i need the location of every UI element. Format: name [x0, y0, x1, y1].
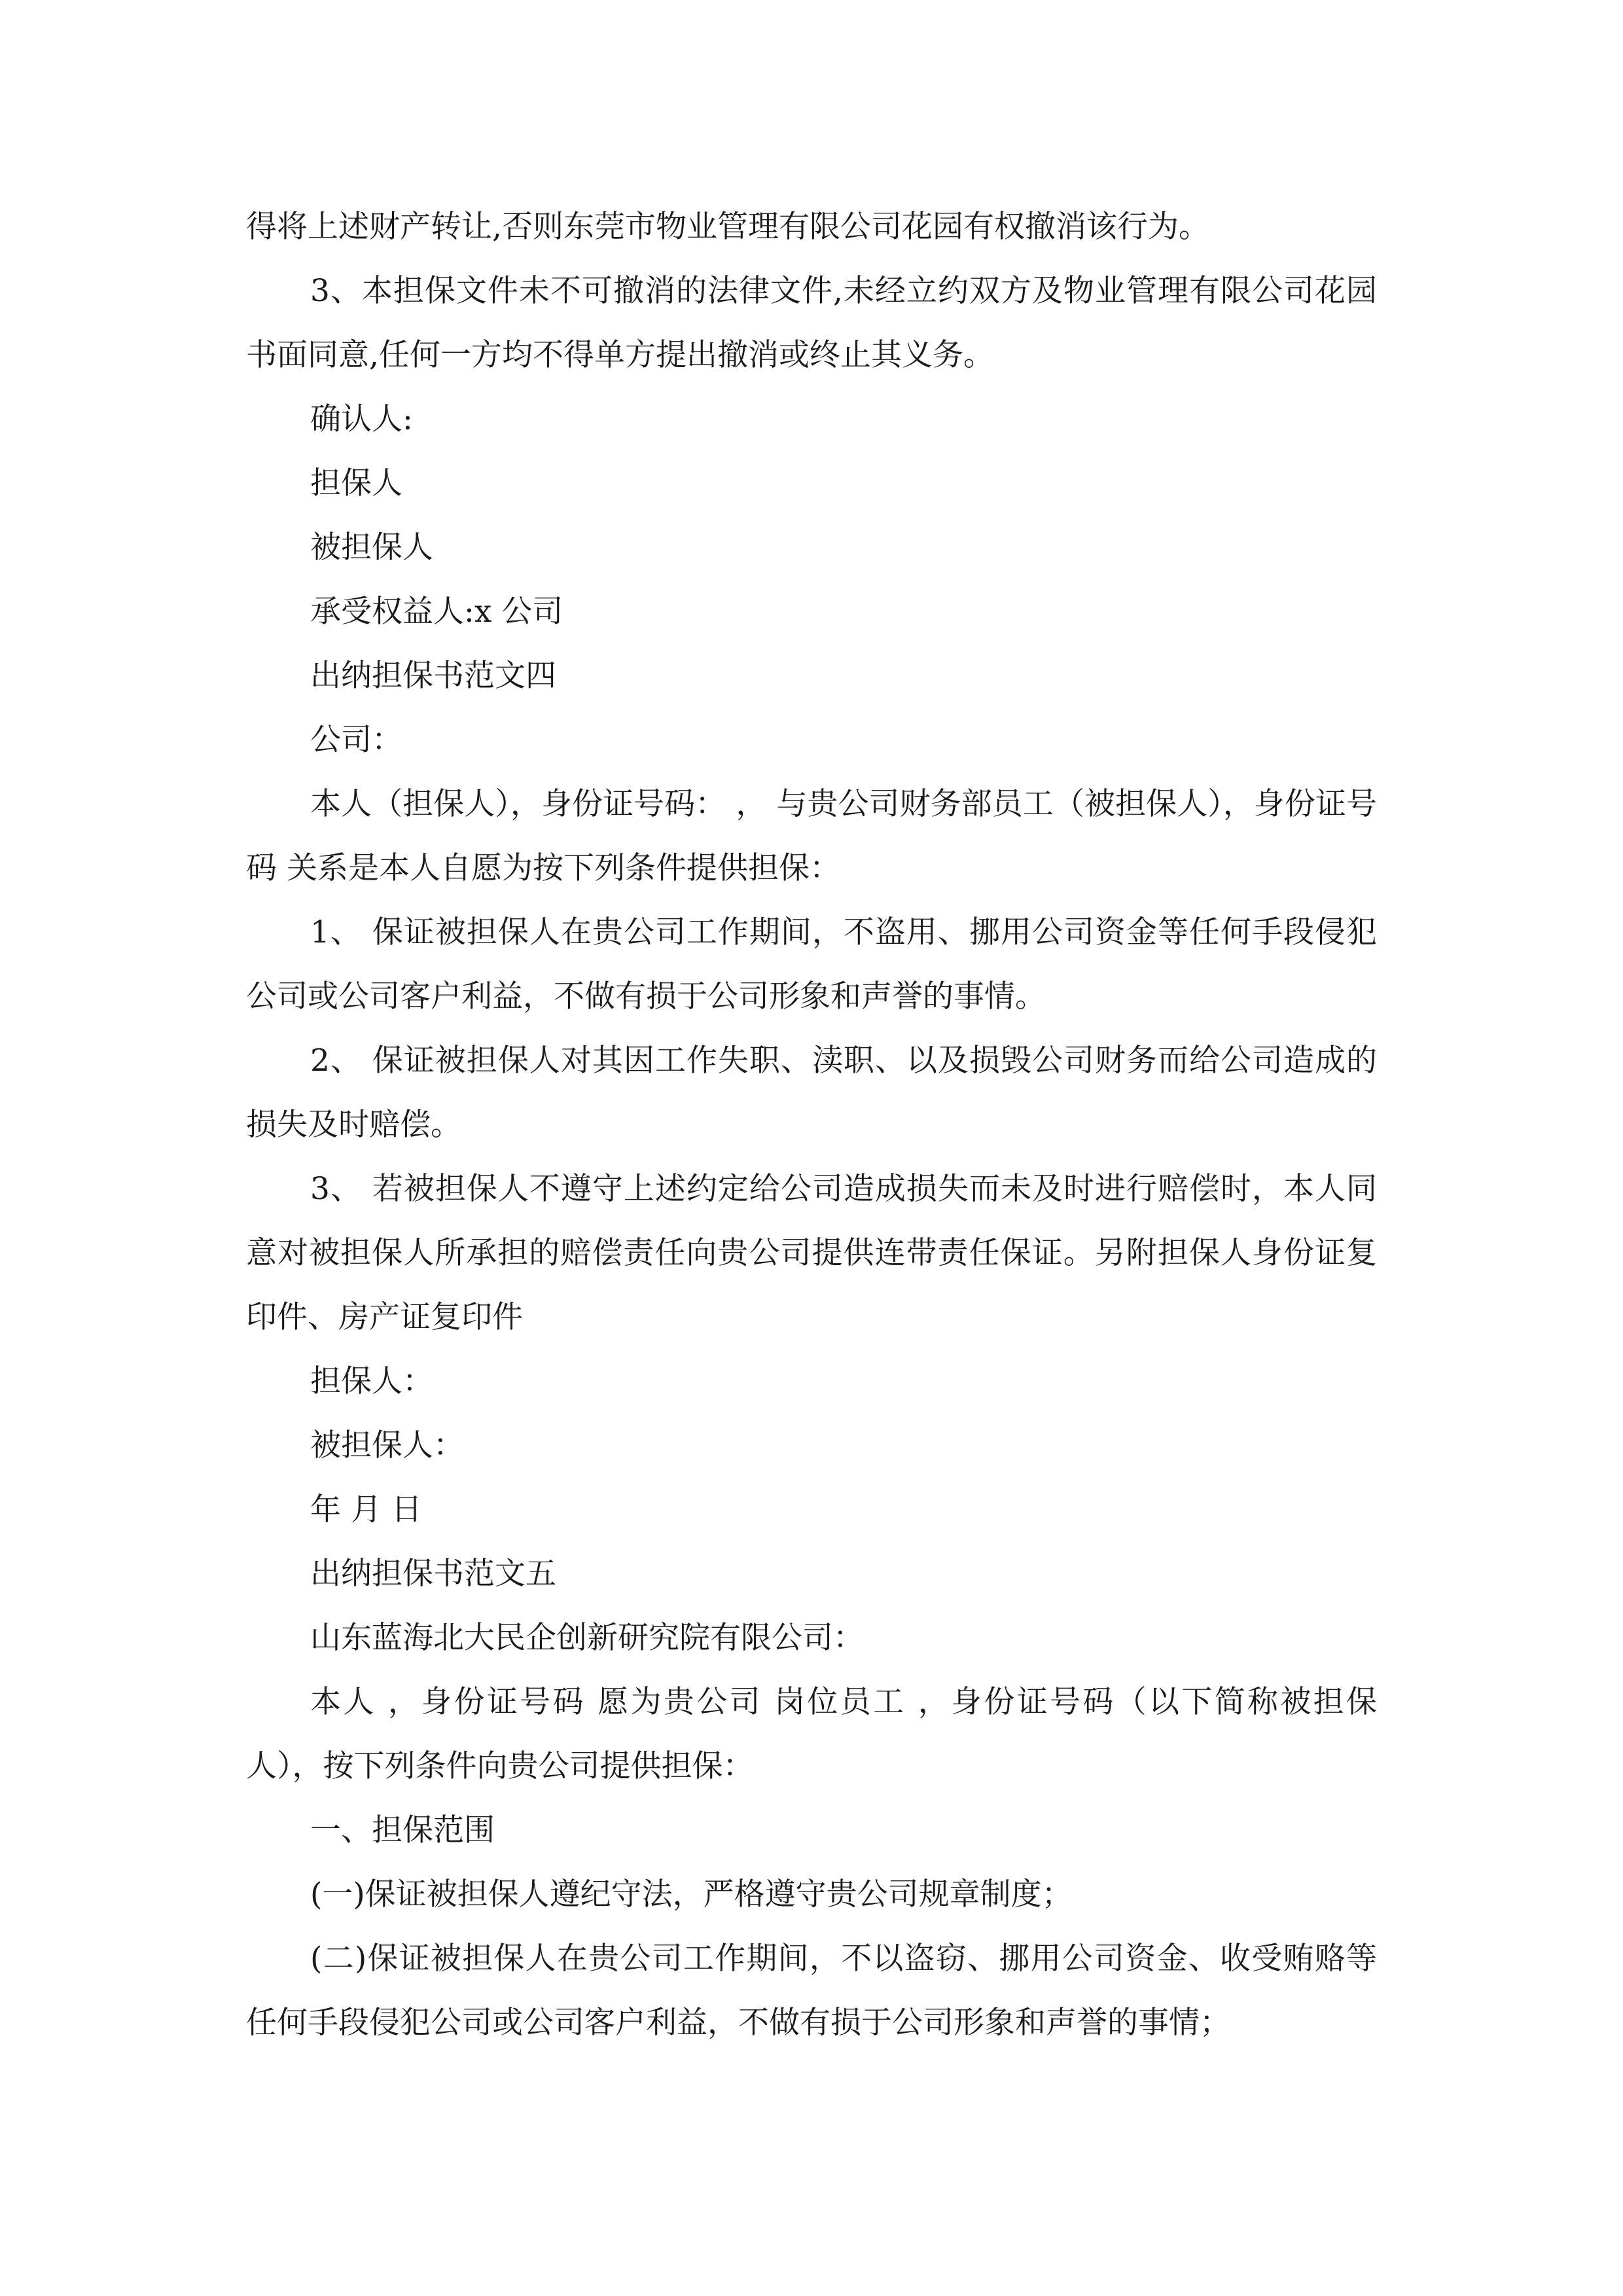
signature-guaranteed-person: 被担保人： — [310, 1427, 464, 1463]
label-guarantor: 担保人 — [310, 465, 402, 501]
label-guaranteed-person: 被担保人 — [310, 529, 433, 565]
scope-item-1: (一)保证被担保人遵纪守法，严格遵守贵公司规章制度； — [310, 1876, 1073, 1912]
paragraph-guarantee-intro-five: 本人 ，身份证号码 愿为贵公司 岗位员工 ，身份证号码（以下简称被担保人），按下列条件向贵公司提供担保： — [246, 1684, 1377, 1784]
heading-sample-five: 出纳担保书范文五 — [310, 1556, 556, 1592]
clause-item-2: 2、 保证被担保人对其因工作失职、渎职、以及损毁公司财务而给公司造成的损失及时赔偿。 — [246, 1043, 1377, 1143]
label-confirmer: 确认人: — [310, 401, 413, 437]
label-beneficiary: 承受权益人:x 公司 — [310, 594, 563, 630]
document-body — [246, 195, 1377, 2055]
clause-item-3: 3、 若被担保人不遵守上述约定给公司造成损失而未及时进行赔偿时，本人同意对被担保人所承担的赔偿责任向贵公司提供连带责任保证。另附担保人身份证复印件、房产证复印件 — [246, 1171, 1377, 1335]
scope-item-2: (二)保证被担保人在贵公司工作期间，不以盗窃、挪用公司资金、收受贿赂等任何手段侵犯公司或公司客户利益，不做有损于公司形象和声誉的事情； — [246, 1941, 1377, 2041]
paragraph-property-transfer-clause: 得将上述财产转让,否则东莞市物业管理有限公司花园有权撤消该行为。 — [246, 209, 1209, 245]
date-line: 年 月 日 — [310, 1492, 422, 1528]
section-heading-scope: 一、担保范围 — [310, 1812, 495, 1848]
paragraph-irrevocable-clause: 3、本担保文件未不可撤消的法律文件,未经立约双方及物业管理有限公司花园书面同意,任何一方均不得单方提出撤消或终止其义务。 — [246, 273, 1377, 373]
heading-sample-four: 出纳担保书范文四 — [310, 658, 556, 694]
paragraph-guarantee-intro: 本人（担保人），身份证号码： ， 与贵公司财务部员工（被担保人），身份证号码 关系是本人自愿为按下列条件提供担保： — [246, 786, 1377, 886]
salutation-shandong-institute: 山东蓝海北大民企创新研究院有限公司： — [310, 1620, 864, 1656]
salutation-company: 公司： — [310, 722, 402, 758]
clause-item-1: 1、 保证被担保人在贵公司工作期间，不盗用、挪用公司资金等任何手段侵犯公司或公司客户利益，不做有损于公司形象和声誉的事情。 — [246, 914, 1377, 1014]
signature-guarantor: 担保人： — [310, 1363, 433, 1399]
